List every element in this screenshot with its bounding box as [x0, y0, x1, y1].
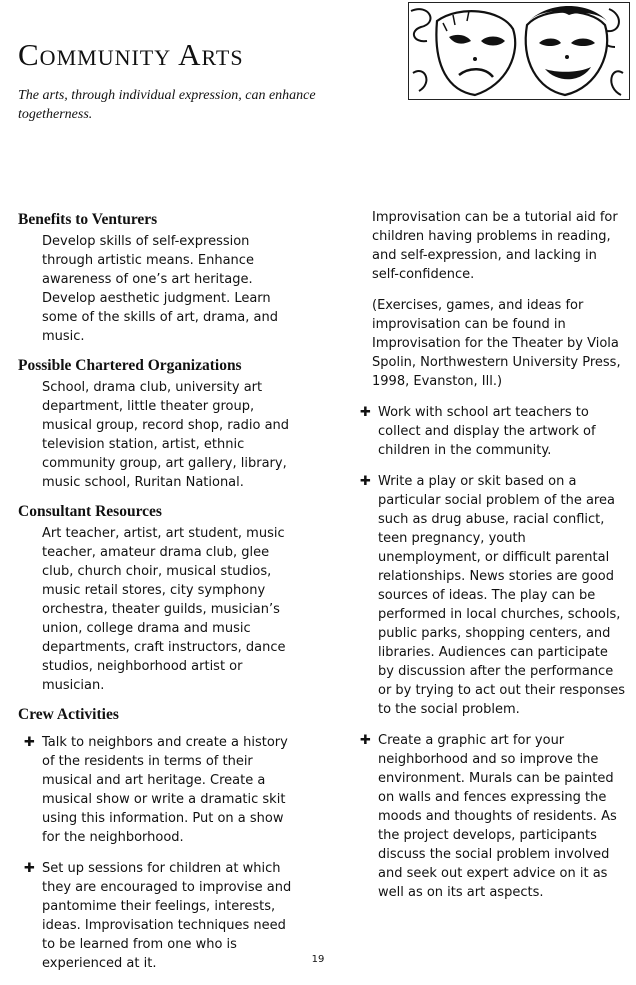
- bullet-icon: ✚: [360, 733, 371, 748]
- section-body-resources: Art teacher, artist, art student, music teacher, amateur drama club, glee club, church choir, musical studios, music retail stores, city symphony orchestra, theater guilds, musician’s union, college drama and music departments, craft instructors, dance studios, neighborhood artist or musician.: [42, 526, 286, 693]
- section-heading-activities: Crew Activities: [18, 706, 119, 723]
- improvisation-paragraph: Improvisation can be a tutorial aid for children having problems in reading, and self-expression, and lacking in self-confidence.: [372, 210, 618, 282]
- activity-item: [18, 733, 300, 847]
- page-subtitle: The arts, through individual expression, can enhance togetherness.: [18, 88, 316, 122]
- reference-paragraph: (Exercises, games, and ideas for improvisation can be found in Improvisation for the Theater by Viola Spolin, Northwestern University Press, 1998, Evanston, Ill.): [372, 298, 621, 389]
- bullet-icon: ✚: [24, 735, 35, 750]
- left-column: [18, 210, 300, 985]
- right-column: [354, 208, 626, 914]
- page-number: 19: [311, 954, 325, 965]
- bullet-icon: ✚: [360, 474, 371, 489]
- activity-item: [354, 731, 626, 902]
- activity-text: Create a graphic art for your neighborhood and so improve the environment. Murals can be painted on walls and fences expressing the moods and thoughts of residents. As the project develops, participants discuss the social problem involved and seek out expert advice on it as well as on its art aspects.: [378, 733, 617, 900]
- theater-masks-icon: [408, 2, 630, 100]
- activity-text: Talk to neighbors and create a history of the residents in terms of their musical and art heritage. Create a musical show or write a dramatic skit using this information. Put on a show for the neighborhood.: [42, 735, 288, 845]
- section-heading-organizations: Possible Chartered Organizations: [18, 357, 242, 374]
- page-title: Community Arts: [18, 37, 244, 72]
- section-body-organizations: School, drama club, university art department, little theater group, musical group, record shop, radio and television station, artist, ethnic community group, art gallery, library, music school, Ruritan National.: [42, 380, 290, 490]
- section-body-benefits: Develop skills of self-expression through artistic means. Enhance awareness of one’s art heritage. Develop aesthetic judgment. Learn some of the skills of art, drama, and music.: [42, 234, 278, 344]
- activity-text: Set up sessions for children at which they are encouraged to improvise and pantomime their feelings, interests, ideas. Improvisation techniques need to be learned from one who is experienced at it.: [42, 861, 292, 971]
- bullet-icon: ✚: [360, 405, 371, 420]
- activity-text: Write a play or skit based on a particular social problem of the area such as drug abuse, racial conflict, teen pregnancy, youth unemployment, or difficult parental relationships. News stories are good sources of ideas. The play can be performed in local churches, schools, public parks, shopping centers, and libraries. Audiences can participate by discussion after the performance or by trying to act out their responses to the social problem.: [378, 474, 626, 717]
- bullet-icon: ✚: [24, 861, 35, 876]
- section-heading-benefits: Benefits to Venturers: [18, 211, 158, 228]
- section-heading-resources: Consultant Resources: [18, 503, 162, 520]
- activity-item: [354, 403, 626, 460]
- activity-text: Work with school art teachers to collect and display the artwork of children in the community.: [378, 405, 596, 458]
- activity-item: [354, 472, 626, 719]
